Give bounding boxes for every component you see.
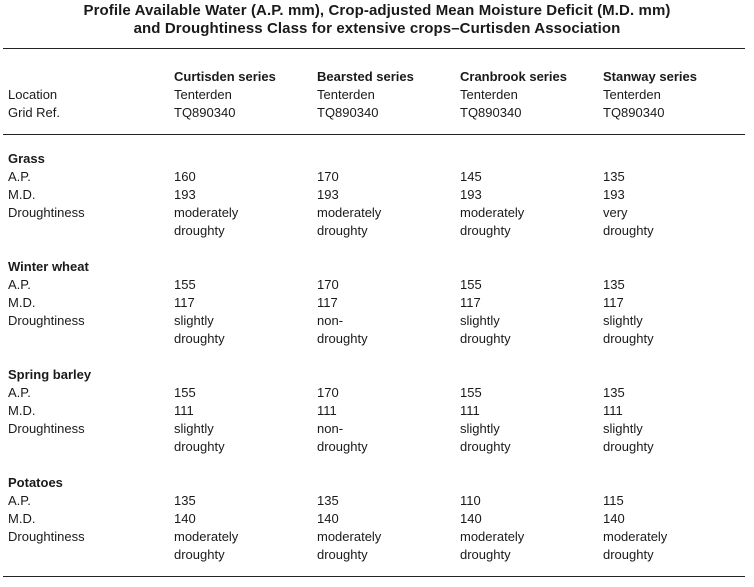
- md-label: M.D.: [8, 403, 36, 418]
- droughtiness-value: non-: [317, 421, 344, 436]
- header-location-row: [0, 86, 754, 104]
- ap-label: A.P.: [8, 493, 31, 508]
- md-value: 117: [317, 295, 338, 310]
- crop-name: Winter wheat: [8, 259, 89, 274]
- location-label: Location: [8, 87, 58, 102]
- droughtiness-value: slightly: [174, 313, 214, 328]
- droughtiness-row-cont: [0, 222, 754, 240]
- md-row: [0, 294, 754, 312]
- md-value: 140: [460, 511, 482, 526]
- ap-value: 115: [603, 493, 624, 508]
- ap-row: [0, 276, 754, 294]
- droughtiness-label: Droughtiness: [8, 421, 85, 436]
- droughtiness-value: droughty: [174, 223, 225, 238]
- col-header-series: Bearsted series: [317, 69, 414, 84]
- droughtiness-value: moderately: [460, 205, 525, 220]
- crop-name: Spring barley: [8, 367, 92, 382]
- md-value: 111: [603, 403, 623, 418]
- md-value: 193: [317, 187, 339, 202]
- header-gridref-row: [0, 104, 754, 122]
- md-label: M.D.: [8, 187, 36, 202]
- ap-label: A.P.: [8, 385, 31, 400]
- droughtiness-value: droughty: [460, 547, 511, 562]
- crop-heading: [0, 366, 754, 384]
- droughtiness-value: slightly: [460, 421, 500, 436]
- location-value: Tenterden: [460, 87, 518, 102]
- crop-heading: [0, 258, 754, 276]
- droughtiness-value: slightly: [174, 421, 214, 436]
- md-row: [0, 402, 754, 420]
- droughtiness-value: droughty: [174, 547, 225, 562]
- ap-value: 135: [174, 493, 196, 508]
- droughtiness-value: moderately: [317, 205, 382, 220]
- droughtiness-row: [0, 528, 754, 546]
- ap-value: 135: [603, 385, 625, 400]
- ap-row: [0, 384, 754, 402]
- gridref-value: TQ890340: [603, 105, 665, 120]
- ap-value: 110: [460, 493, 481, 508]
- droughtiness-value: slightly: [603, 421, 643, 436]
- md-row: [0, 510, 754, 528]
- ap-value: 135: [603, 277, 625, 292]
- droughtiness-label: Droughtiness: [8, 205, 85, 220]
- md-row: [0, 186, 754, 204]
- col-header-series: Curtisden series: [174, 69, 276, 84]
- md-value: 193: [460, 187, 482, 202]
- ap-value: 155: [174, 277, 196, 292]
- gridref-value: TQ890340: [317, 105, 379, 120]
- ap-value: 135: [603, 169, 625, 184]
- md-value: 140: [317, 511, 339, 526]
- droughtiness-value: moderately: [174, 529, 239, 544]
- md-value: 111: [317, 403, 337, 418]
- droughtiness-row-cont: [0, 438, 754, 456]
- droughtiness-value: moderately: [460, 529, 525, 544]
- md-value: 140: [603, 511, 625, 526]
- droughtiness-value: droughty: [317, 439, 368, 454]
- ap-value: 170: [317, 277, 339, 292]
- location-value: Tenterden: [174, 87, 232, 102]
- md-value: 111: [174, 403, 194, 418]
- ap-value: 155: [460, 385, 482, 400]
- droughtiness-value: droughty: [174, 331, 225, 346]
- ap-value: 135: [317, 493, 339, 508]
- droughtiness-row: [0, 312, 754, 330]
- ap-row: [0, 168, 754, 186]
- droughtiness-value: slightly: [603, 313, 643, 328]
- droughtiness-row: [0, 420, 754, 438]
- ap-label: A.P.: [8, 277, 31, 292]
- gridref-label: Grid Ref.: [8, 105, 61, 120]
- ap-value: 155: [174, 385, 196, 400]
- ap-value: 170: [317, 385, 339, 400]
- droughtiness-value: droughty: [603, 439, 654, 454]
- droughtiness-value: droughty: [317, 331, 368, 346]
- droughtiness-value: droughty: [603, 331, 654, 346]
- ap-value: 155: [460, 277, 482, 292]
- droughtiness-value: moderately: [603, 529, 668, 544]
- table-title: [0, 2, 754, 38]
- droughtiness-row-cont: [0, 546, 754, 564]
- md-value: 193: [603, 187, 625, 202]
- title-line-1: Profile Available Water (A.P. mm), Crop-adjusted Mean Moisture Deficit (M.D. mm): [83, 2, 671, 19]
- droughtiness-value: moderately: [174, 205, 239, 220]
- droughtiness-label: Droughtiness: [8, 313, 85, 328]
- droughtiness-row-cont: [0, 330, 754, 348]
- droughtiness-value: droughty: [460, 439, 511, 454]
- droughtiness-value: droughty: [174, 439, 225, 454]
- ap-row: [0, 492, 754, 510]
- droughtiness-value: droughty: [603, 223, 654, 238]
- header-rule: [3, 134, 745, 135]
- gridref-value: TQ890340: [460, 105, 522, 120]
- droughtiness-value: droughty: [317, 547, 368, 562]
- md-value: 140: [174, 511, 196, 526]
- droughtiness-value: moderately: [317, 529, 382, 544]
- crop-name: Grass: [8, 151, 45, 166]
- droughtiness-value: non-: [317, 313, 344, 328]
- location-value: Tenterden: [317, 87, 375, 102]
- crop-heading: [0, 474, 754, 492]
- top-rule: [3, 48, 745, 49]
- droughtiness-value: slightly: [460, 313, 500, 328]
- gridref-value: TQ890340: [174, 105, 236, 120]
- droughtiness-label: Droughtiness: [8, 529, 85, 544]
- ap-value: 170: [317, 169, 339, 184]
- location-value: Tenterden: [603, 87, 661, 102]
- ap-value: 145: [460, 169, 482, 184]
- md-value: 117: [460, 295, 481, 310]
- col-header-series: Cranbrook series: [460, 69, 567, 84]
- droughtiness-value: droughty: [460, 223, 511, 238]
- md-value: 193: [174, 187, 196, 202]
- md-value: 111: [460, 403, 480, 418]
- droughtiness-row: [0, 204, 754, 222]
- md-value: 117: [174, 295, 195, 310]
- ap-label: A.P.: [8, 169, 31, 184]
- droughtiness-value: very: [603, 205, 628, 220]
- droughtiness-value: droughty: [460, 331, 511, 346]
- droughtiness-value: droughty: [317, 223, 368, 238]
- col-header-series: Stanway series: [603, 69, 697, 84]
- crop-name: Potatoes: [8, 475, 63, 490]
- md-value: 117: [603, 295, 624, 310]
- bottom-rule: [3, 576, 745, 577]
- ap-value: 160: [174, 169, 196, 184]
- md-label: M.D.: [8, 295, 36, 310]
- droughtiness-value: droughty: [603, 547, 654, 562]
- crop-heading: [0, 150, 754, 168]
- title-line-2: and Droughtiness Class for extensive crops–Curtisden Association: [133, 20, 621, 37]
- md-label: M.D.: [8, 511, 36, 526]
- header-series-row: [0, 68, 754, 86]
